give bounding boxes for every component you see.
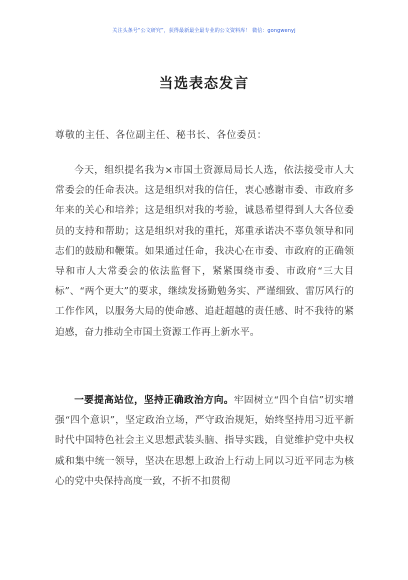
paragraph-2-text: 牢固树立“四个自信”切实增强“四个意识”，坚定政治立场，严守政治规矩，始终坚持用习近平新时代中国特色社会主义思想武装头脑、指导实践，自觉维护党中央权威和集中统一领导，坚决在思想上政治上行动上同以习近平同志为核心的党中央保持高度一致，不折不扣贯彻 xyxy=(55,395,354,487)
salutation: 尊敬的主任、各位副主任、秘书长、各位委员： xyxy=(55,130,267,141)
paragraph-2 xyxy=(55,391,354,492)
paragraph-1 xyxy=(55,161,354,343)
paragraph-2-lead: 一要提高站位，坚持正确政治方向。 xyxy=(74,395,234,406)
page-title: 当选表态发言 xyxy=(159,76,249,92)
top-notice-banner: 关注头条号“公文研究”，获得最新最全最专业的公文资料库！ 微信：gongwenyj xyxy=(112,28,296,34)
paragraph-1-text: 今天，组织提名我为×市国土资源局局长人选，依法接受市人大常委会的任命表决。这是组织对我的信任，衷心感谢市委、市政府多年来的关心和培养；这是组织对我的考验，诚恳希望得到人大各位委员的支持和帮助；这是组织对我的重托，郑重承诺决不辜负领导和同志们的鼓励和鞭策。如果通过任命，我决心在市委、市政府的正确领导和市人大常委会的依法监督下，紧紧围绕市委、市政府“三大目标”、“两个更大”的要求，继续发扬勤勉务实、严谨细致、雷厉风行的工作作风，以服务大局的使命感、追赶超越的责任感、时不我待的紧迫感，奋力推动全市国土资源工作再上新水平。 xyxy=(55,165,354,338)
